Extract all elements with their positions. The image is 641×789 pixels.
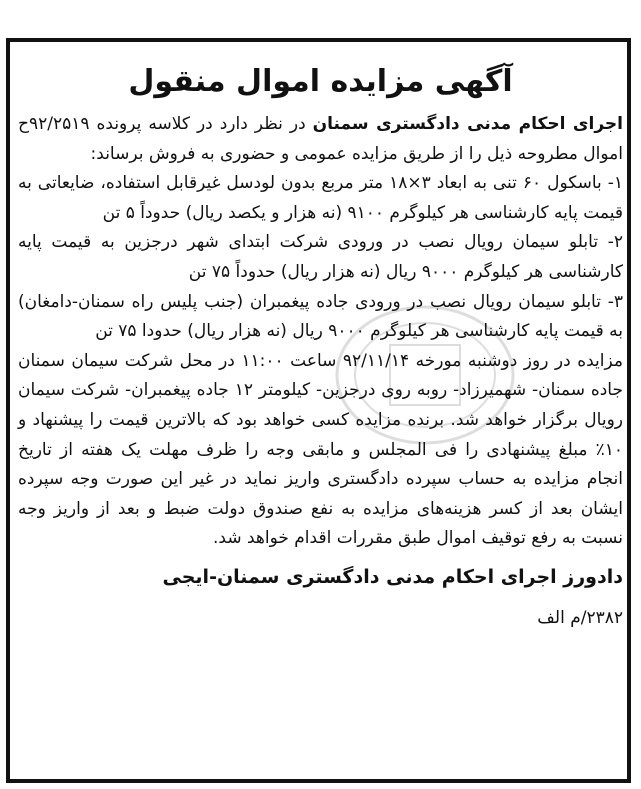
notice-content (18, 62, 623, 632)
auction-item-2: ۲- تابلو سیمان رویال نصب در ورودی شرکت ابتدای شهر درجزین به قیمت پایه کارشناسی هر کیلوگرم ۹۰۰۰ ریال (نه هزار ریال) حدوداً ۷۵ تن (18, 232, 623, 282)
signature: دادورز اجرای احکام مدنی دادگستری سمنان-ایجی (162, 565, 623, 588)
auction-item-3: ۳- تابلو سیمان رویال نصب در ورودی جاده پیغمبران (جنب پلیس راه سمنان-دامغان) به قیمت پایه کارشناسی هر کیلوگرم ۹۰۰۰ ریال (نه هزار ریال) حدودا ۷۵ تن (18, 291, 623, 342)
notice-title: آگهی مزایده اموال منقول (128, 64, 513, 99)
notice-intro (18, 110, 623, 169)
auction-item-1: ۱- باسکول ۶۰ تنی به ابعاد ۳×۱۸ متر مربع بدون لودسل غیرقابل استفاده، ضایعاتی به قیمت پایه کارشناسی هر کیلوگرم ۹۱۰۰ (نه هزار و یکصد ریال) حدوداً ۵ تن (18, 173, 623, 223)
reference-number: ۲۳۸۲/م الف (537, 607, 623, 628)
auction-terms: مزایده در روز دوشنبه مورخه ۹۲/۱۱/۱۴ ساعت ۱۱:۰۰ در محل شرکت سیمان سمنان جاده سمنان- شهمیرزاد- روبه روی درجزین- کیلومتر ۱۲ جاده پیغمبران- شرکت سیمان رویال برگزار خواهد شد. برنده مزایده کسی خواهد بود که بالاترین قیمت را پیشنهاد و ۱۰٪ مبلغ پیشنهادی را فی المجلس و مابقی وجه را ظرف مهلت یک هفته از تاریخ انجام مزایده به حساب سپرده دادگستری واریز نماید در غیر این صورت وجه سپرده ایشان بعد از کسر هزینه‌های مزایده به نفع صندوق دولت ضبط و بعد از واریز وجه نسبت به رفع توقیف اموال طبق مقررات اقدام خواهد شد. (18, 350, 623, 549)
court-name: اجرای احکام مدنی دادگستری سمنان (312, 114, 623, 134)
intro-text: در نظر دارد در کلاسه پرونده ۹۲/۲۵۱۹ح اموال مطروحه ذیل را از طریق مزایده عمومی و حضوری به فروش برساند: (18, 114, 623, 164)
